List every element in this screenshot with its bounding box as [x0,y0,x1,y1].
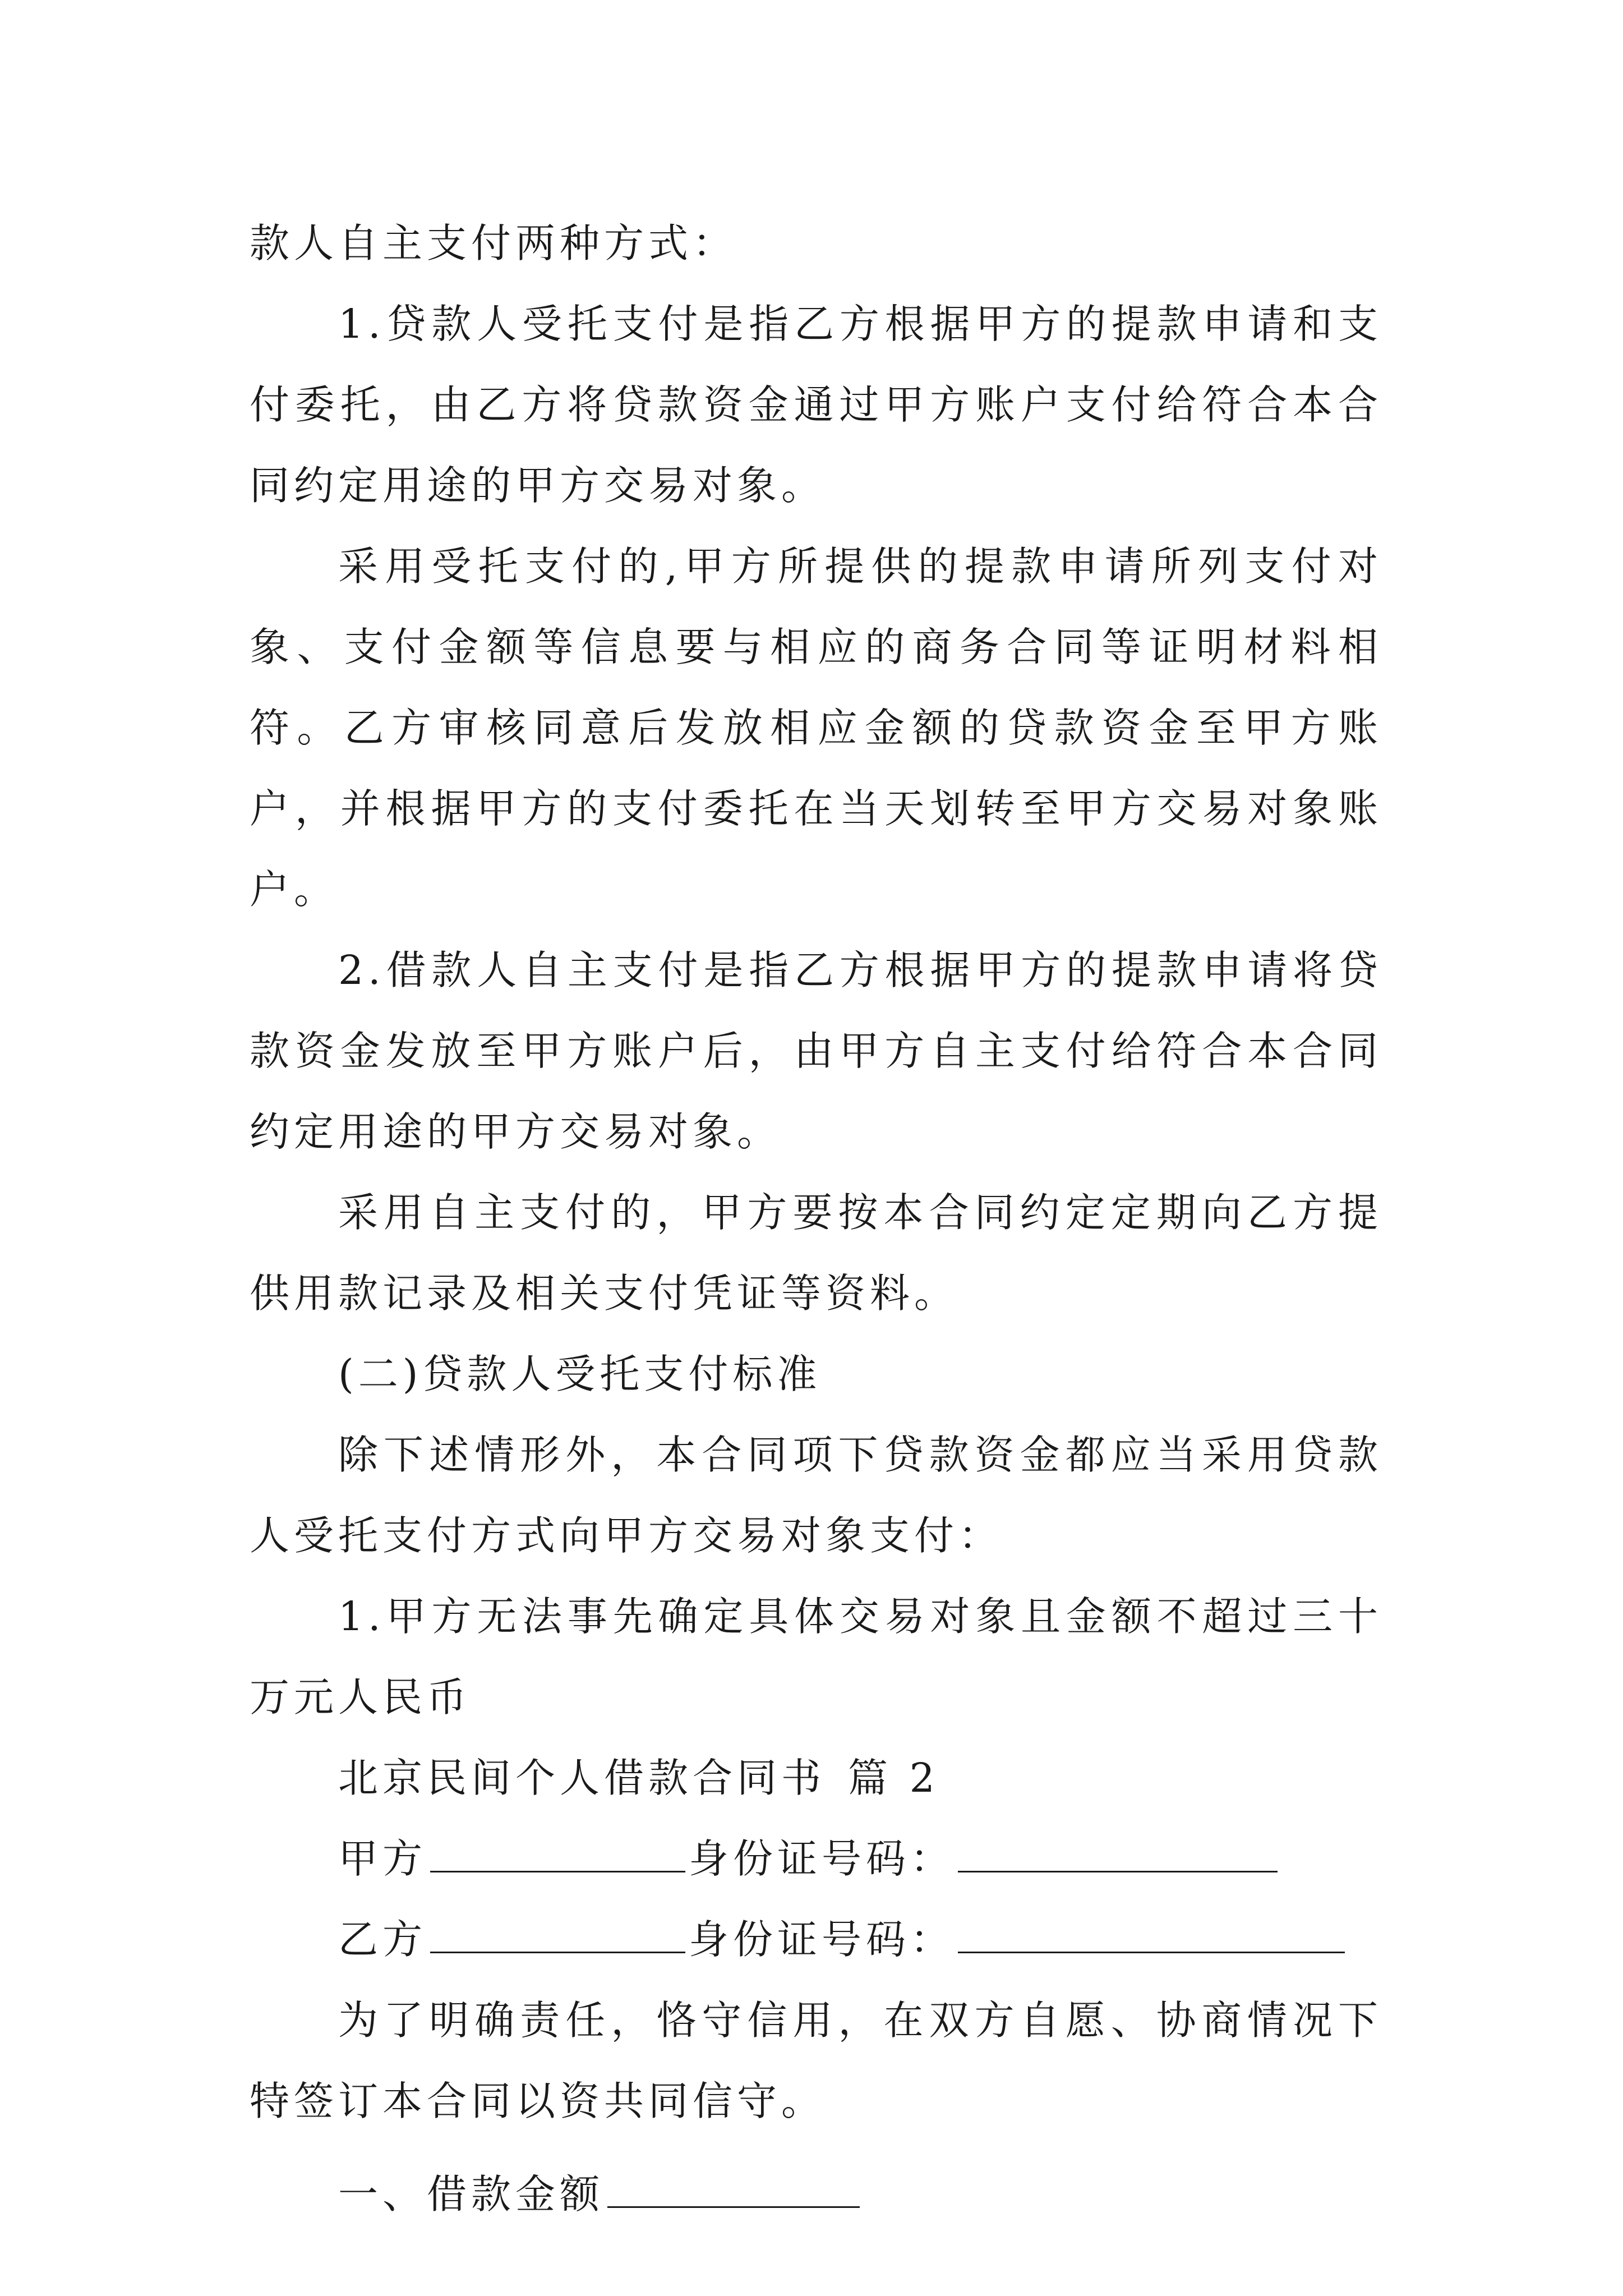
section-loan-amount [250,2154,1382,2235]
paragraph-entrusted-payment-rules: 采用受托支付的,甲方所提供的提款申请所列支付对象、支付金额等信息要与相应的商务合同等证明材料相符。乙方审核同意后发放相应金额的贷款资金至甲方账户，并根据甲方的支付委托在当天划转至甲方交易对象账户。 [250,543,1382,913]
paragraph-entrusted-payment: 1.贷款人受托支付是指乙方根据甲方的提款申请和支付委托，由乙方将贷款资金通过甲方账户支付给符合本合同约定用途的甲方交易对象。 [250,301,1382,509]
loan-amount-blank [607,2167,860,2208]
contract-part: 篇 2 [848,1755,939,1801]
paragraph-case-1: 1.甲方无法事先确定具体交易对象且金额不超过三十万元人民币 [250,1593,1382,1720]
party-b-id-blank [958,1912,1345,1953]
contract-title: 北京民间个人借款合同书 [338,1755,826,1801]
party-a-label: 甲方 [338,1835,427,1882]
party-a-name-blank [430,1832,685,1872]
paragraph-self-payment: 2.借款人自主支付是指乙方根据甲方的提款申请将贷款资金发放至甲方账户后，由甲方自主支付给符合本合同约定用途的甲方交易对象。 [250,947,1382,1155]
document-body [250,203,1382,2235]
party-b-id-label: 身份证号码： [689,1916,955,1963]
contract-2-heading [250,1738,1382,1819]
party-a-line [250,1819,1382,1899]
paragraph-except-cases: 除下述情形外，本合同项下贷款资金都应当采用贷款人受托支付方式向甲方交易对象支付： [250,1432,1382,1559]
loan-amount-label: 一、借款金额 [338,2171,605,2217]
paragraph-self-payment-rules: 采用自主支付的，甲方要按本合同约定定期向乙方提供用款记录及相关支付凭证等资料。 [250,1189,1382,1317]
contract-intro: 为了明确责任，恪守信用，在双方自愿、协商情况下特签订本合同以资共同信守。 [250,1997,1382,2124]
party-b-label: 乙方 [338,1916,427,1963]
party-a-id-label: 身份证号码： [689,1835,955,1882]
paragraph-continuation: 款人自主支付两种方式： [250,220,737,266]
party-b-line [250,1899,1382,1980]
party-a-id-blank [958,1832,1278,1872]
party-b-name-blank [430,1912,685,1953]
section-heading-entrusted-standard: (二)贷款人受托支付标准 [338,1351,822,1397]
